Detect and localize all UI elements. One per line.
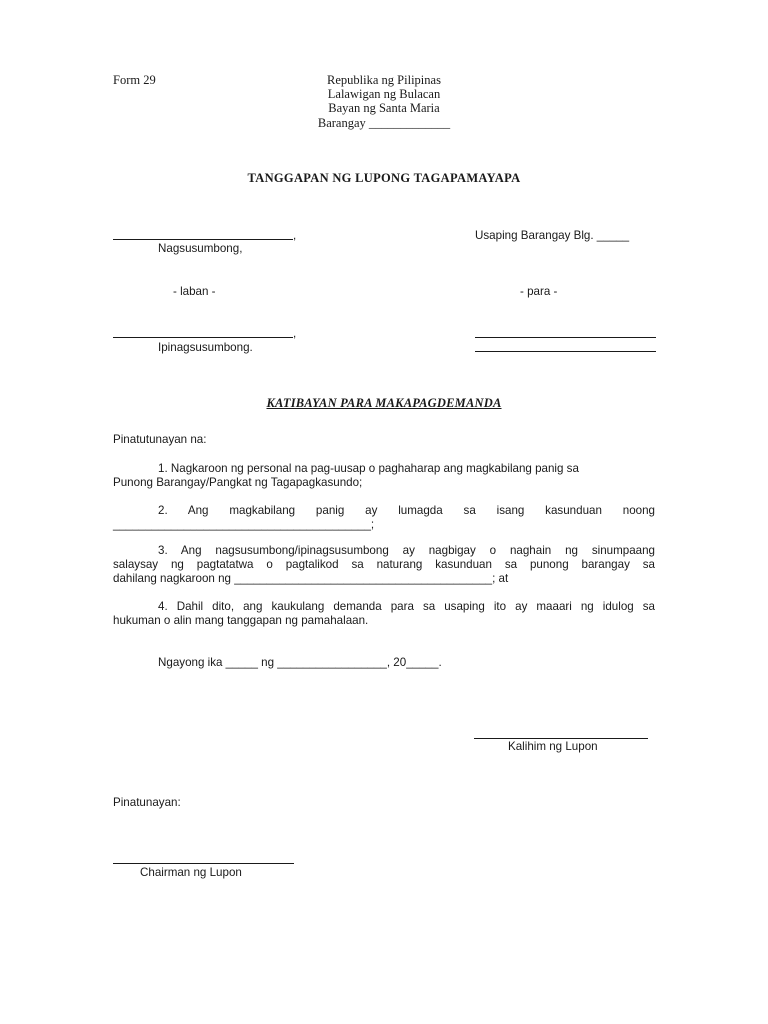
- secretary-signature-line: [474, 738, 648, 739]
- chairman-signature-line: [113, 863, 294, 864]
- item-4-line-2: hukuman o alin mang tanggapan ng pamahalaan.: [113, 614, 369, 627]
- header-line-barangay: Barangay _____________: [317, 116, 451, 130]
- item-1-line-1: 1. Nagkaroon ng personal na pag-uusap o paghaharap ang magkabilang panig sa: [158, 462, 579, 475]
- form-number: Form 29: [113, 73, 156, 87]
- case-number: Usaping Barangay Blg. _____: [475, 229, 630, 242]
- date-line: Ngayong ika _____ ng _________________, 20_____.: [158, 656, 442, 669]
- complainant-comma: ,: [293, 229, 297, 242]
- case-subject-line-2: [475, 351, 656, 352]
- secretary-label: Kalihim ng Lupon: [508, 740, 598, 753]
- case-subject-line-1: [475, 337, 656, 338]
- header-line-republic: Republika ng Pilipinas: [327, 73, 441, 87]
- para-label: - para -: [520, 285, 558, 298]
- header-line-municipality: Bayan ng Santa Maria: [328, 101, 440, 115]
- chairman-label: Chairman ng Lupon: [140, 866, 242, 879]
- item-1-line-2: Punong Barangay/Pangkat ng Tagapagkasundo;: [113, 476, 363, 489]
- complainant-name-line: [113, 239, 293, 240]
- respondent-comma: ,: [293, 327, 297, 340]
- respondent-label: Ipinagsusumbong.: [158, 341, 253, 354]
- office-title: TANGGAPAN NG LUPONG TAGAPAMAYAPA: [247, 171, 521, 185]
- attest-label: Pinatunayan:: [113, 796, 181, 809]
- complainant-label: Nagsusumbong,: [158, 242, 243, 255]
- item-3-line-1: 3. Ang nagsusumbong/ipinagsusumbong ay nagbigay o naghain ng sinumpaang: [158, 544, 655, 557]
- respondent-name-line: [113, 337, 293, 338]
- certification-intro: Pinatutunayan na:: [113, 433, 207, 446]
- item-2-line-2: ________________________________________;: [113, 518, 375, 531]
- item-3-line-2: salaysay ng pagtatatwa o pagtalikod sa naturang kasunduan sa punong barangay sa: [113, 558, 655, 571]
- item-3-line-3: dahilang nagkaroon ng ________________________________________; at: [113, 572, 509, 585]
- versus-label: - laban -: [173, 285, 216, 298]
- item-4-line-1: 4. Dahil dito, ang kaukulang demanda para sa usaping ito ay maaari ng idulog sa: [158, 600, 655, 613]
- header-line-province: Lalawigan ng Bulacan: [327, 87, 441, 101]
- certification-title: KATIBAYAN PARA MAKAPAGDEMANDA: [266, 396, 502, 410]
- item-2-line-1: 2. Ang magkabilang panig ay lumagda sa isang kasunduan noong: [158, 504, 655, 517]
